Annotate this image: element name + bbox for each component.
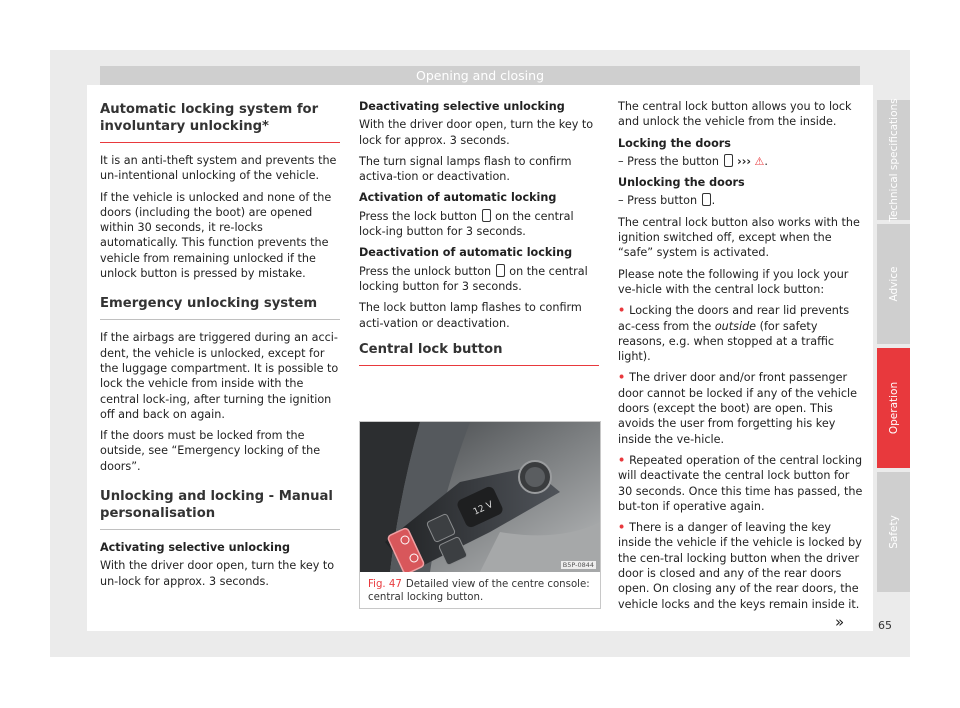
heading-emergency-unlocking: Emergency unlocking system	[100, 295, 340, 320]
bullet-icon: •	[618, 371, 626, 385]
heading-automatic-locking: Automatic locking system for involuntary unlocking*	[100, 101, 340, 143]
bullet-item	[618, 453, 863, 514]
text: There is a danger of leaving the key inside the vehicle if the vehicle is locked by the cen-tral locking button when the driver door is closed and any of the rear doors open. On closing any of the rear doors, the vehicle locks and the keys remain inside it.	[618, 521, 862, 611]
text: – Press the button	[618, 154, 719, 168]
bullet-item	[618, 520, 863, 612]
photo-code: B5P-0844	[562, 561, 594, 569]
page-number: 65	[878, 619, 892, 632]
subheading: Activating selective unlocking	[100, 541, 290, 555]
bullet-icon: •	[618, 453, 626, 467]
bullet-item	[618, 303, 863, 364]
column-1	[100, 101, 340, 595]
paragraph: With the driver door open, turn the key to un-lock for approx. 3 seconds.	[100, 559, 335, 588]
step: – Press button .	[618, 194, 716, 208]
text: on the central locking button for 3 seconds.	[359, 264, 588, 293]
paragraph: If the airbags are triggered during an acci-dent, the vehicle is unlocked, except for the luggage compartment. It is possible to lock the vehicle from inside with the central lock-ing, after turning the ignition off and back on again.	[100, 331, 339, 421]
text: outside	[714, 319, 757, 333]
tab-label: Operation	[887, 381, 900, 435]
warning-triangle-icon: ⚠	[754, 154, 765, 168]
tab-label: Technical specifications	[887, 98, 900, 222]
centre-console-photo	[360, 422, 600, 572]
paragraph: The central lock button allows you to lock and unlock the vehicle from the inside.	[618, 100, 852, 129]
heading-manual-personalisation: Unlocking and locking - Manual personalisation	[100, 488, 340, 530]
paragraph: With the driver door open, turn the key to lock for approx. 3 seconds.	[359, 118, 594, 147]
console-illustration	[360, 422, 600, 572]
text: (for safety reasons, e.g. when stopped at a traffic light).	[618, 319, 835, 364]
lock-button-icon	[724, 154, 733, 167]
page-content	[87, 85, 873, 631]
12v-label: 12 V	[471, 499, 495, 518]
text: Repeated operation of the central locking will deactivate the central lock button for 30 seconds. Once this time has passed, the but-ton if operative again.	[618, 453, 863, 513]
figure-47	[359, 421, 601, 609]
tab-label: Advice	[887, 266, 900, 302]
text: – Press button	[618, 194, 698, 208]
tab-operation[interactable]	[877, 348, 910, 468]
tab-technical-specifications[interactable]	[877, 100, 910, 220]
paragraph: If the vehicle is unlocked and none of the doors (including the boot) are opened within 30 seconds, it re-locks automatically. This function prevents the vehicle from remaining unlocked if the unlock button is pressed by mistake.	[100, 190, 332, 281]
continue-icon: »	[835, 613, 845, 631]
tab-advice[interactable]	[877, 224, 910, 344]
lock-button-icon	[482, 209, 491, 222]
unlock-button-icon	[702, 193, 711, 206]
paragraph	[359, 209, 599, 240]
text: Press the unlock button	[359, 264, 492, 278]
figure-number: Fig. 47	[368, 579, 402, 590]
column-3	[618, 99, 863, 618]
paragraph: The turn signal lamps flash to confirm activa-tion or deactivation.	[359, 154, 572, 184]
paragraph: It is an anti-theft system and prevents the un-intentional unlocking of the vehicle.	[100, 154, 337, 183]
paragraph: The lock button lamp flashes to confirm acti-vation or deactivation.	[359, 301, 582, 330]
subheading: Deactivation of automatic locking	[359, 246, 573, 260]
text: Press the lock button	[359, 209, 477, 223]
subheading: Unlocking the doors	[618, 176, 745, 190]
heading-central-lock-button: Central lock button	[359, 341, 599, 366]
more-arrows: ›››	[737, 154, 751, 168]
subheading: Deactivating selective unlocking	[359, 100, 565, 113]
paragraph: Please note the following if you lock your ve-hicle with the central lock button:	[618, 267, 849, 296]
step: – Press the button ››› ⚠.	[618, 154, 768, 168]
tab-safety[interactable]	[877, 472, 910, 592]
unlock-button-icon	[496, 264, 505, 277]
figure-caption	[368, 578, 594, 604]
bullet-icon: •	[618, 304, 626, 318]
subheading: Activation of automatic locking	[359, 191, 557, 205]
bullet-icon: •	[618, 521, 626, 535]
chapter-title: Opening and closing	[415, 68, 544, 83]
text: Locking the doors and rear lid prevents ac-cess from the	[618, 304, 850, 333]
paragraph	[359, 264, 599, 295]
text: The driver door and/or front passenger door cannot be locked if any of the vehicle doors (except the boot) are open. This avoids the user from forgetting his key inside the ve-hicle.	[618, 371, 858, 446]
column-2	[359, 99, 599, 376]
tab-label: Safety	[887, 515, 900, 549]
caption-text: Detailed view of the centre console: central locking button.	[368, 579, 590, 603]
paragraph: If the doors must be locked from the outside, see “Emergency locking of the doors”.	[100, 429, 321, 473]
bullet-item	[618, 370, 863, 446]
subheading: Locking the doors	[618, 136, 731, 150]
text: on the central lock-ing button for 3 seconds.	[359, 209, 574, 239]
paragraph: The central lock button also works with the ignition switched off, except when the “safe” system is activated.	[618, 215, 860, 260]
